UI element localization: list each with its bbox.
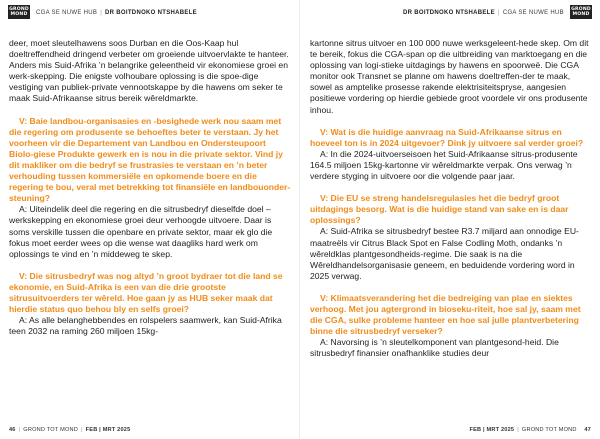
issue-date: FEB | MRT 2025 [469, 427, 515, 433]
right-page [300, 0, 600, 439]
interview-question: V: Die sitrusbedryf was nog altyd ’n groot bydraer tot die land se ekonomie, en Suid-Afrika is een van die drie grootste sitrusuitvoerders ter wêreld. Hoe gaan jy as HUB seker maak dat hierdie status quo behou bly en selfs groei? [9, 270, 283, 315]
interview-question: V: Wat is die huidige aanvraag na Suid-Afrikaanse sitrus en hoeveel ton is in 2024 uitgevoer? Dink jy uitvoere sal verder groei? [310, 126, 584, 148]
section-name: CGA SE NUWE HUB [36, 10, 98, 16]
interview-answer: A: In die 2024-uitvoerseisoen het Suid-Afrikaanse sitrus-produsente 164.5 miljoen 15kg-kartonne vir wêreldmarkte verpak. Ons verwag ’n verdere styging in uitvoere oor die volgende paar jaar. [310, 148, 578, 182]
right-article-column [310, 38, 592, 359]
interview-answer: A: As alle belanghebbendes en rolspelers saamwerk, kan Suid-Afrika teen 2032 na raming 260 miljoen 15kg- [9, 315, 282, 337]
interview-question: V: Die EU se streng handelsregulasies het die bedryf groot uitdagings besorg. Wat is die huidige stand van sake en is daar oplossings? [310, 193, 569, 226]
footer-right: FEB | MRT 2025 | GROND TOT MOND 47 [469, 427, 591, 433]
running-header-right: DR BOITDNOKO NTSHABELE | CGA SE NUWE HUB [403, 10, 564, 16]
interview-question: V: Klimaatsverandering het die bedreiging van plae en siektes verhoog. Met jou agtergrond in bioseku-riteit, hoe sal jy, saam met die CGA, sulke probleme hanteer en hoe sal julle plantverbetering binne die sitrusbedryf verseker? [310, 292, 581, 337]
interview-question: V: Baie landbou-organisasies en -besighede werk nou saam met die regering om produsente se behoeftes beter te verstaan. Jy het voorheen vir die Departement van Landbou en Ondersteupoort Biolo-giese Produkte gewerk en is nou in die private sektor. Vind jy dit makliker om die bedryf se frustrasies te verstaan en ’n beter verhouding tussen kommersiële en opkomende boere en die regering te bou, veral met betrekking tot finansiële en landbouonder-steuning? [9, 115, 291, 204]
magazine-name: GROND TOT MOND [521, 427, 577, 433]
section-name: CGA SE NUWE HUB [502, 10, 564, 16]
interview-answer: A: Suid-Afrika se sitrusbedryf bestee R3.7 miljard aan onnodige EU-maatreëls vir Citrus Black Spot en False Codling Moth, ondanks ’n wêreldklas plantgesondheids-regime. Die saak is na die Wêreldhandelsorganisasie geneem, en beduidende vordering word in 2025 verwag. [310, 226, 579, 281]
body-paragraph: deer, moet sleutelhawens soos Durban en die Oos-Kaap hul doeltreffendheid dringend verbeter om groeiende uitvoervlakte te hanteer. Anders mis Suid-Afrika ’n belangrike geleentheid vir ekonomiese groei en werk-skepping. Die enigste volhoubare oplossing is die spoe-dige vestiging van publiek-private vennootskappe by die hawens om seker te maak Suid-Afrikaanse sitrus bereik wêreldmarkte. [9, 38, 289, 104]
interview-answer: A: Navorsing is ’n sleutelkomponent van plantgesond-heid. Die sitrusbedryf finansier onafhanklike studies deur [310, 337, 559, 359]
footer-left: 46 | GROND TOT MOND | FEB | MRT 2025 [9, 427, 131, 433]
author-name: DR BOITDNOKO NTSHABELE [403, 10, 495, 16]
magazine-logo-right: GROND MOND [571, 7, 591, 18]
interview-answer: A: Uiteindelik deel die regering en die sitrusbedryf dieselfde doel – werkskepping en ekonomiese groei deur verhoogde uitvoere. Daar is soms verskille tussen die openbare en private sektor, maar ek glo die fokus moet eerder wees op die wense wat daagliks hard werk om oplossings te vind en ’n middeweg te skep. [9, 204, 273, 259]
issue-date: FEB | MRT 2025 [85, 427, 131, 433]
author-name: DR BOITDNOKO NTSHABELE [105, 10, 197, 16]
magazine-name: GROND TOT MOND [23, 427, 78, 433]
body-paragraph: kartonne sitrus uitvoer en 100 000 nuwe werksgeleent-hede skep. Om dit te bereik, fokus die CGA-span op die uitbreiding van marktoegang en die oplossing van logi-stieke uitdagings by hawens en spoorweë. Die CGA monitor ook Transnet se planne om hawens doeltreffen-der te maak, sowel as amptelike prosesse rakende elektrisiteitspryse, aangesien positiewe vordering op hierdie gebiede groot voordele vir ons produsente inhou. [310, 38, 589, 115]
running-header-left: CGA SE NUWE HUB | DR BOITDNOKO NTSHABELE [36, 10, 197, 16]
left-article-column [9, 38, 291, 337]
magazine-logo-left: GROND MOND [9, 7, 29, 18]
page-number: 47 [584, 427, 591, 433]
page-number: 46 [9, 427, 16, 433]
